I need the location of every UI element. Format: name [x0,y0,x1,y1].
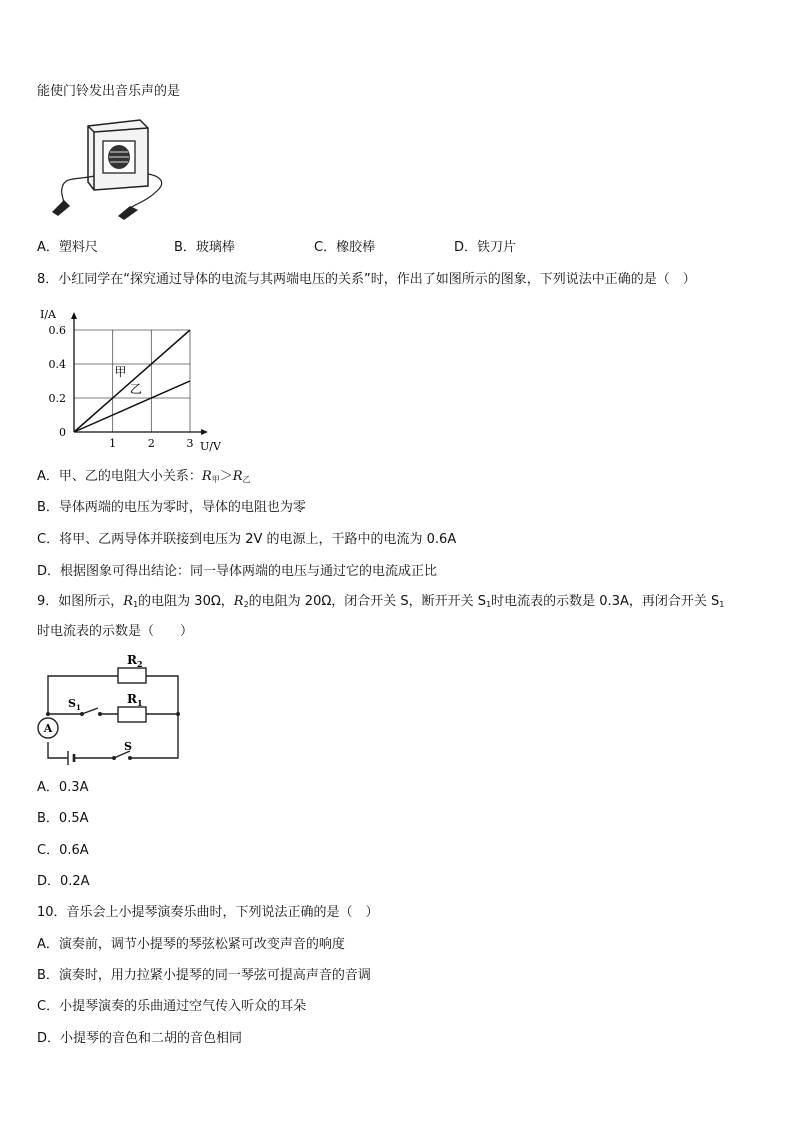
y-axis-label: I/A [40,308,56,321]
q9-stem-part: 的电阻为 20Ω，闭合开关 S，断开开关 S [248,594,487,609]
greater-than: ＞ [219,469,233,484]
doorbell-figure [48,116,178,222]
q7-options [37,240,516,256]
q8-option-c[interactable]: C．将甲、乙两导体并联接到电压为 2V 的电源上，干路中的电流为 0.6A [37,532,457,547]
q10-option-c[interactable]: C．小提琴演奏的乐曲通过空气传入听众的耳朵 [37,999,307,1014]
r2-subscript: 2 [243,600,249,609]
series-label-2: 乙 [129,381,142,396]
q9-stem-part: 9．如图所示， [37,594,124,609]
r-symbol: R [232,469,243,484]
s1-label-letter: S [68,697,76,710]
r1-label-sub: 1 [136,698,143,708]
r2-label-letter: R [127,653,137,667]
y-tick-label: 0.6 [48,324,66,337]
r-symbol: R [201,469,212,484]
q8-option-b[interactable]: B．导体两端的电压为零时，导体的电阻也为零 [37,500,306,515]
s-label: S [124,740,132,753]
q7-option-c[interactable]: C．橡胶棒 [314,240,376,255]
q9-stem-line2: 时电流表的示数是（ ） [37,624,194,639]
iv-chart [34,302,234,458]
x-axis-label: U/V [200,440,221,453]
q9-stem-part: 时电流表的示数是 0.3A，再闭合开关 S [491,594,720,609]
sub-yi: 乙 [242,475,251,484]
r1-subscript: 1 [133,600,139,609]
circuit-diagram [34,652,186,768]
q8-option-a-text: A．甲、乙的电阻大小关系： [37,469,202,484]
y-axis-arrow [71,312,77,319]
ammeter-label: A [43,722,53,735]
q9-option-d[interactable]: D．0.2A [37,874,90,889]
r2-symbol: R [233,594,244,609]
x-tick-label: 3 [186,437,194,450]
s1-subscript: 1 [719,600,725,609]
s1-label-sub: 1 [75,703,81,712]
y-tick-label: 0.2 [48,392,66,405]
q7-option-b[interactable]: B．玻璃棒 [174,240,235,255]
r2-label [127,653,143,669]
x-tick-label: 2 [147,437,155,450]
q9-stem-part: 的电阻为 30Ω， [138,594,234,609]
q10-option-d[interactable]: D．小提琴的音色和二胡的音色相同 [37,1031,243,1046]
q9-option-b[interactable]: B．0.5A [37,811,89,826]
q7-option-d[interactable]: D．铁刀片 [454,240,517,255]
r2-label-sub: 2 [136,659,143,669]
x-axis-arrow [201,429,208,435]
q10-option-b[interactable]: B．演奏时，用力拉紧小提琴的同一琴弦可提高声音的音调 [37,968,371,983]
sub-jia: 甲 [211,475,220,484]
q8-stem: 8．小红同学在“探究通过导体的电流与其两端电压的关系”时，作出了如图所示的图象，下列说法中正确的是（ ） [37,272,696,287]
q7-stem-tail: 能使门铃发出音乐声的是 [37,84,181,99]
q8-option-d[interactable]: D．根据图象可得出结论：同一导体两端的电压与通过它的电流成正比 [37,564,438,579]
q9-option-c[interactable]: C．0.6A [37,843,89,858]
origin-label: 0 [59,426,66,439]
q10-option-a[interactable]: A．演奏前，调节小提琴的琴弦松紧可改变声音的响度 [37,937,345,952]
q9-stem-line1 [37,594,724,613]
q10-stem: 10．音乐会上小提琴演奏乐曲时，下列说法正确的是（ ） [37,905,379,920]
r1-symbol: R [123,594,134,609]
q7-option-a[interactable]: A．塑料尺 [37,240,98,255]
q9-option-a[interactable]: A．0.3A [37,780,89,795]
series-label-1: 甲 [114,364,127,379]
s1-subscript: 1 [486,600,492,609]
y-tick-label: 0.4 [48,358,66,371]
q8-option-a[interactable] [37,469,251,488]
r1-label-letter: R [127,692,137,706]
s1-label [68,697,81,712]
r1-label [127,692,143,708]
x-tick-label: 1 [109,437,117,450]
